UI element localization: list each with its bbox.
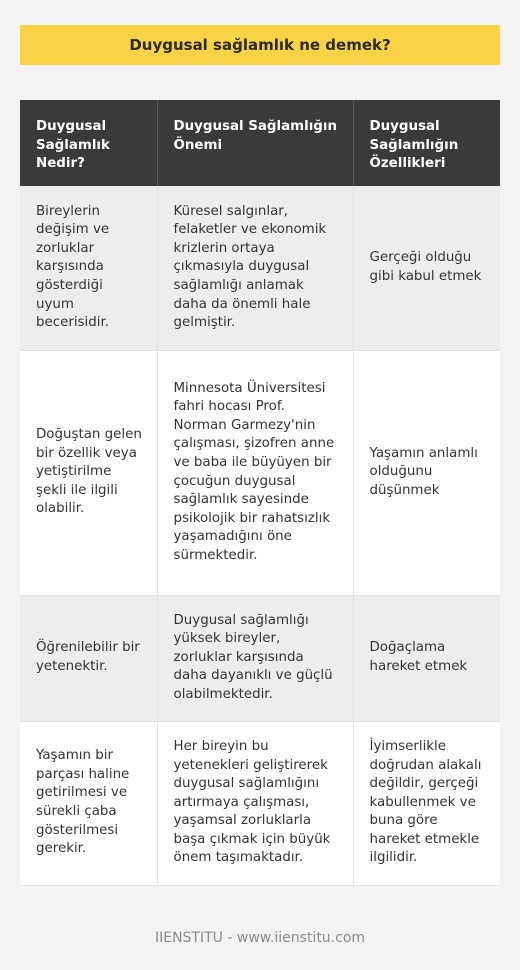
table-row xyxy=(20,350,500,595)
table-cell: Doğaçlama hareket etmek xyxy=(353,595,500,721)
table-cell: Bireylerin değişim ve zorluklar karşısında gösterdiği uyum becerisidir. xyxy=(20,186,157,350)
table-cell: Minnesota Üniversitesi fahri hocası Prof. Norman Garmezy'nin çalışması, şizofren anne ve baba ile büyüyen bir çocuğun duygusal sağlamlık sayesinde psikolojik bir rahatsızlık yaşamadığını öne sürmektedir. xyxy=(157,350,353,595)
table-cell: Öğrenilebilir bir yetenektir. xyxy=(20,595,157,721)
table-cell: Yaşamın bir parçası haline getirilmesi ve sürekli çaba gösterilmesi gerekir. xyxy=(20,721,157,885)
table-header-row xyxy=(20,100,500,186)
table-cell: Gerçeği olduğu gibi kabul etmek xyxy=(353,186,500,350)
header-importance: Duygusal Sağlamlığın Önemi xyxy=(157,100,353,186)
table-cell: İyimserlikle doğrudan alakalı değildir, gerçeği kabullenmek ve buna göre hareket etmekle ilgilidir. xyxy=(353,721,500,885)
table-row xyxy=(20,186,500,350)
table-row xyxy=(20,721,500,885)
table-cell: Her bireyin bu yetenekleri geliştirerek duygusal sağlamlığını artırmaya çalışması, yaşamsal zorluklarla başa çıkmak için büyük önem taşımaktadır. xyxy=(157,721,353,885)
header-features: Duygusal Sağlamlığın Özellikleri xyxy=(353,100,500,186)
header-what-is: Duygusal Sağlamlık Nedir? xyxy=(20,100,157,186)
comparison-table xyxy=(20,100,500,886)
table-cell: Yaşamın anlamlı olduğunu düşünmek xyxy=(353,350,500,595)
table-cell: Küresel salgınlar, felaketler ve ekonomik krizlerin ortaya çıkmasıyla duygusal sağlamlığı anlamak daha da önemli hale gelmiştir. xyxy=(157,186,353,350)
table-cell: Doğuştan gelen bir özellik veya yetiştirilme şekli ile ilgili olabilir. xyxy=(20,350,157,595)
page-title: Duygusal sağlamlık ne demek? xyxy=(20,25,500,65)
table-cell: Duygusal sağlamlığı yüksek bireyler, zorluklar karşısında daha dayanıklı ve güçlü olabilmektedir. xyxy=(157,595,353,721)
footer-credit: IIENSTITU - www.iienstitu.com xyxy=(154,930,366,946)
table-row xyxy=(20,595,500,721)
